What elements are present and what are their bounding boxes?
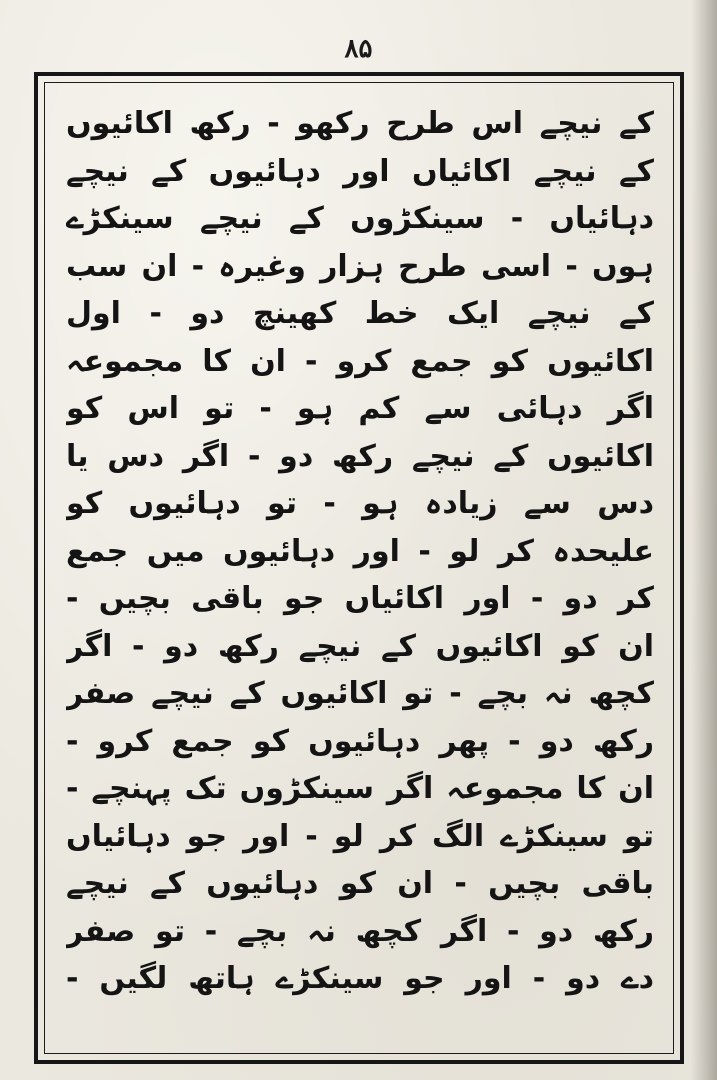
text-line: باقی بچیں - ان کو دہائیوں کے نیچے (66, 866, 654, 901)
text-line: رکھ دو - پھر دہائیوں کو جمع کرو - (66, 723, 654, 759)
page-number: ۸۵ (344, 34, 373, 64)
text-line: کچھ نہ بچے - تو اکائیوں کے نیچے صفر (66, 676, 654, 711)
text-line: ہوں - اسی طرح ہزار وغیرہ - ان سب (66, 248, 654, 284)
text-line: کے نیچے اکائیاں اور دہائیوں کے نیچے (66, 153, 654, 189)
text-line: ان کا مجموعہ اگر سینکڑوں تک پہنچے - (66, 771, 654, 806)
urdu-text-block (66, 100, 654, 1050)
text-line: کے نیچے اس طرح رکھو - رکھ اکائیوں (66, 106, 654, 141)
text-line: اکائیوں کو جمع کرو - ان کا مجموعہ (66, 343, 654, 379)
text-line: تو سینکڑے الگ کر لو - اور جو دہائیاں (66, 818, 654, 854)
text-line: کر دو - اور اکائیاں جو باقی بچیں - (66, 581, 654, 616)
text-line: دے دو - اور جو سینکڑے ہاتھ لگیں - (66, 961, 654, 996)
text-line: اکائیوں کے نیچے رکھ دو - اگر دس یا (66, 438, 654, 474)
text-line: علیحدہ کر لو - اور دہائیوں میں جمع (66, 533, 654, 569)
text-line: دس سے زیادہ ہو - تو دہائیوں کو (66, 486, 654, 521)
text-line: اگر دہائی سے کم ہو - تو اس کو (66, 391, 654, 426)
text-line: کے نیچے ایک خط کھینچ دو - اول (66, 296, 654, 331)
text-line: ان کو اکائیوں کے نیچے رکھ دو - اگر (66, 628, 654, 664)
text-line: رکھ دو - اگر کچھ نہ بچے - تو صفر (66, 913, 654, 949)
spine-shadow (691, 0, 717, 1080)
text-line: دہائیاں - سینکڑوں کے نیچے سینکڑے (66, 201, 654, 236)
